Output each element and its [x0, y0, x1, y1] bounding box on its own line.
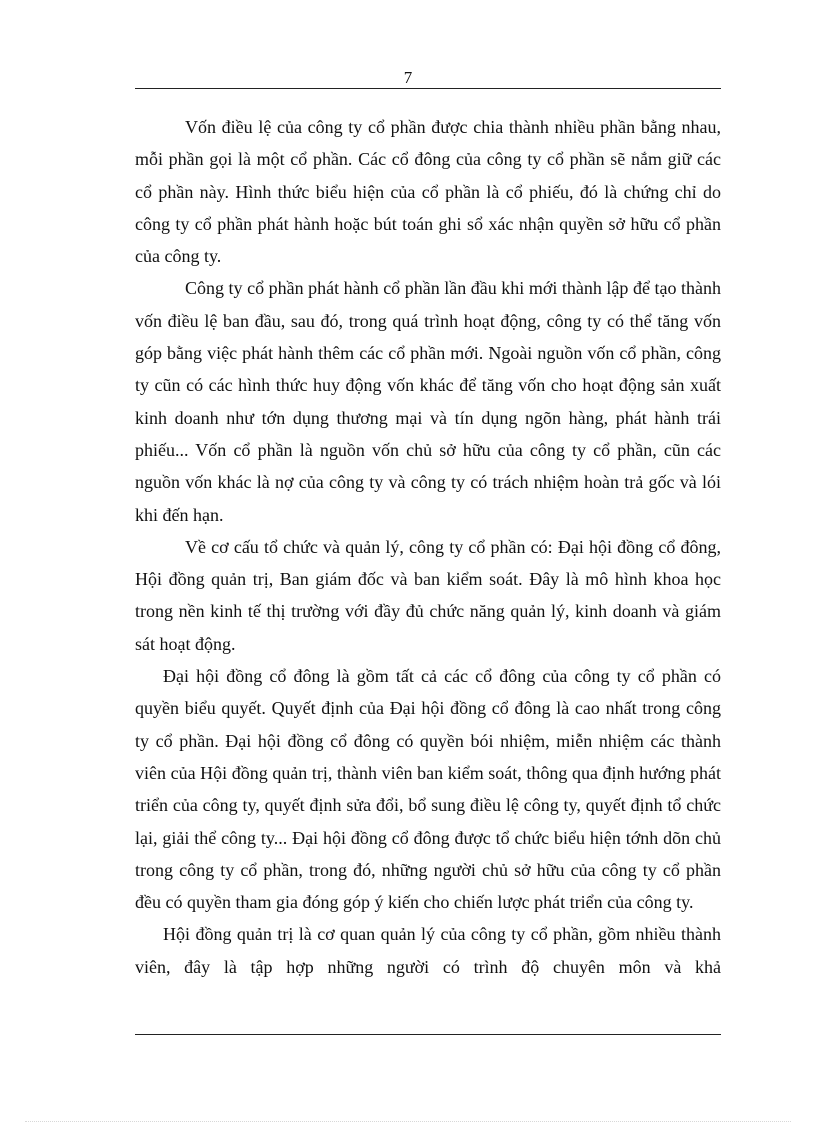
paragraph-board-of-directors: Hội đồng quản trị là cơ quan quản lý của công ty cổ phần, gồm nhiều thành viên, đây là tập hợp những người có trình độ chuyên môn và khả [135, 924, 721, 977]
paragraph-share-issuance: Công ty cổ phần phát hành cổ phần lần đầu khi mới thành lập để tạo thành vốn điều lệ ban đầu, sau đó, trong quá trình hoạt động, công ty có thể tăng vốn góp bằng việc phát hành thêm các cổ phần mới. Ngoài nguồn vốn cổ phần, công ty cũn có các hình thức huy động vốn khác để tăng vốn cho hoạt động sản xuất kinh doanh như tớn dụng thương mại và tín dụng ngõn hàng, phát hành trái phiếu... Vốn cổ phần là nguồn vốn chủ sở hữu của công ty cổ phần, cũn các nguồn vốn khác là nợ của công ty và công ty có trách nhiệm hoàn trả gốc và lói khi đến hạn. [135, 278, 721, 525]
page-edge-dotted-line [25, 1121, 791, 1122]
footer-rule [135, 1034, 721, 1035]
paragraph-charter-capital: Vốn điều lệ của công ty cổ phần được chia thành nhiều phần bằng nhau, mỗi phần gọi là một cổ phần. Các cổ đông của công ty cổ phần sẽ nắm giữ các cổ phần này. Hình thức biểu hiện của cổ phần là cổ phiếu, đó là chứng chỉ do công ty cổ phần phát hành hoặc bút toán ghi sổ xác nhận quyền sở hữu cổ phần của công ty. [135, 117, 721, 267]
paragraph-organization-structure: Về cơ cấu tổ chức và quản lý, công ty cổ phần có: Đại hội đồng cổ đông, Hội đồng quản trị, Ban giám đốc và ban kiểm soát. Đây là mô hình khoa học trong nền kinh tế thị trường với đầy đủ chức năng quản lý, kinh doanh và giám sát hoạt động. [135, 536, 721, 654]
body-text [135, 111, 721, 983]
paragraph-general-meeting: Đại hội đồng cổ đông là gồm tất cả các cổ đông của công ty cổ phần có quyền biểu quyết. Quyết định của Đại hội đồng cổ đông là cao nhất trong công ty cổ phần. Đại hội đồng cổ đông có quyền bói nhiệm, miễn nhiệm các thành viên của Hội đồng quản trị, thành viên ban kiểm soát, thông qua định hướng phát triển của công ty, quyết định sửa đổi, bổ sung điều lệ công ty, quyết định tổ chức lại, giải thể công ty... Đại hội đồng cổ đông được tổ chức biểu hiện tớnh dõn chủ trong công ty cổ phần, trong đó, những người chủ sở hữu của công ty cổ phần đều có quyền tham gia đóng góp ý kiến cho chiến lược phát triển của công ty. [135, 666, 721, 913]
header-rule [135, 88, 721, 89]
page-number: 7 [403, 68, 413, 87]
